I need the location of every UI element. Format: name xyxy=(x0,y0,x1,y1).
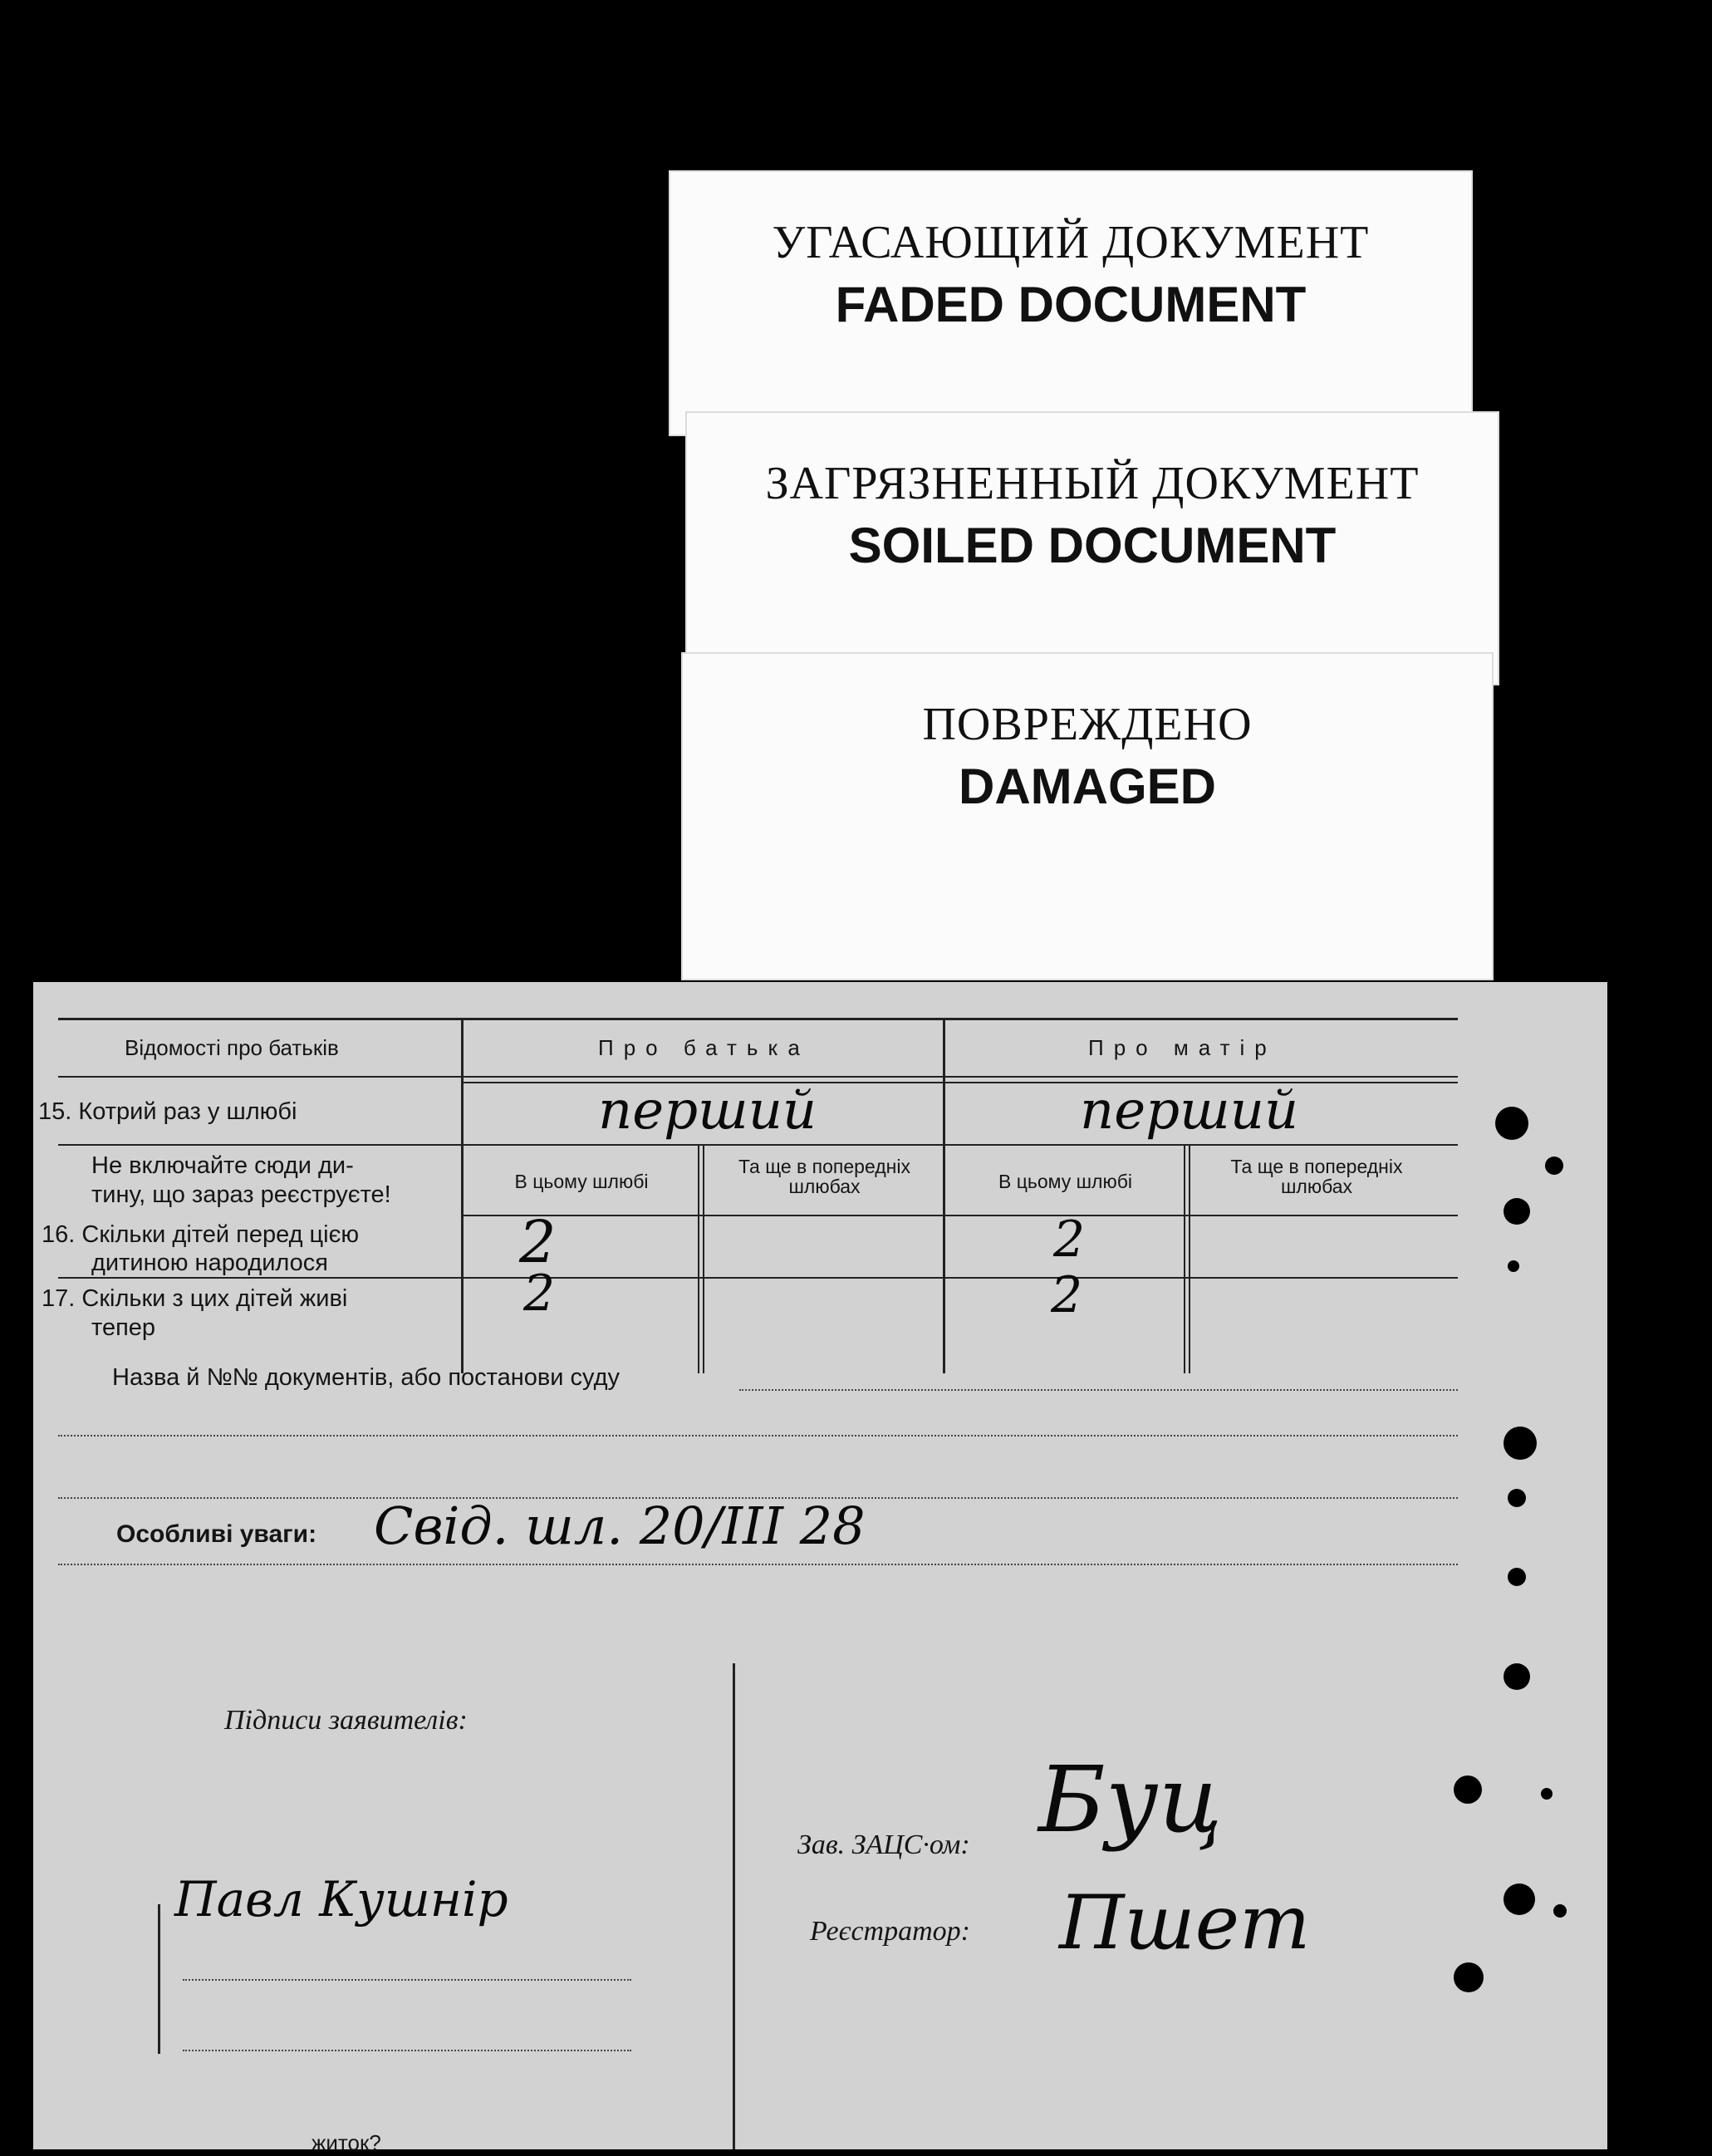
row17-label-line-1: 17. Скільки з цих дітей живі xyxy=(42,1285,348,1312)
hole xyxy=(1504,1883,1535,1915)
notice-russian-text: ЗАГРЯЗНЕННЫЙ ДОКУМЕНТ xyxy=(765,458,1420,509)
applicant-dotted-line-2 xyxy=(183,2050,631,2051)
signatures-divider xyxy=(733,1663,735,2149)
row16-father-value: 2 xyxy=(519,1208,557,1276)
documents-dotted-line xyxy=(739,1389,1458,1391)
father-subcolumn-rule-double xyxy=(703,1144,704,1373)
hole xyxy=(1545,1157,1563,1175)
row17-father-value: 2 xyxy=(523,1265,556,1323)
special-notes-dotted-line xyxy=(58,1564,1458,1565)
mother-subcolumn-rule xyxy=(1184,1144,1185,1373)
applicants-signatures-label: Підписи заявителів: xyxy=(224,1705,468,1736)
row16-label-line-2: дитиною народилося xyxy=(91,1250,329,1276)
head-label: Зав. ЗАЦС·ом: xyxy=(797,1829,970,1860)
hole xyxy=(1541,1788,1553,1800)
father-subcolumn-rule xyxy=(698,1144,699,1373)
notice-russian-text: УГАСАЮЩИЙ ДОКУМЕНТ xyxy=(772,217,1370,268)
hole xyxy=(1508,1568,1526,1586)
row15-father-value: перший xyxy=(598,1080,817,1142)
hole xyxy=(1454,1962,1484,1992)
row16-label-line-1: 16. Скільки дітей перед цією xyxy=(42,1221,360,1248)
note-line-1: Не включайте сюди ди- xyxy=(91,1152,354,1179)
mother-column-rule xyxy=(943,1020,945,1373)
notice-russian-text: ПОВРЕЖДЕНО xyxy=(922,699,1253,750)
row17-mother-value: 2 xyxy=(1051,1266,1083,1324)
hole xyxy=(1508,1260,1519,1272)
damage-holes xyxy=(1479,982,1611,2149)
special-notes-value: Свід. шл. 20/III 28 xyxy=(374,1495,866,1556)
note-line-2: тину, що зараз реєструєте! xyxy=(91,1181,391,1208)
documents-dotted-line-2 xyxy=(58,1435,1458,1437)
applicant-dotted-line-1 xyxy=(183,1979,631,1981)
hole xyxy=(1495,1107,1528,1140)
mother-header: Про матір xyxy=(1088,1035,1277,1060)
registration-form xyxy=(33,982,1607,2155)
father-column-rule xyxy=(461,1020,464,1373)
header-bottom-rule xyxy=(58,1076,1458,1078)
mother-this-marriage-header: В цьому шлюбі xyxy=(998,1171,1133,1192)
mother-previous-marriages-header: Та ще в попередніх шлюбах xyxy=(1230,1156,1403,1197)
hole xyxy=(1553,1904,1567,1918)
subheader-bottom-rule xyxy=(461,1215,1458,1216)
father-previous-marriages-header: Та ще в попередніх шлюбах xyxy=(738,1156,910,1197)
hole xyxy=(1504,1427,1537,1460)
row17-label-line-2: тепер xyxy=(91,1314,156,1341)
row16-bottom-rule xyxy=(58,1277,1458,1279)
registrar-signature: Пшет xyxy=(1059,1879,1311,1967)
row15-bottom-rule xyxy=(58,1144,1458,1146)
footer-fragment: житок? xyxy=(311,2130,381,2155)
head-signature: Буц xyxy=(1038,1746,1223,1853)
hole xyxy=(1508,1489,1526,1507)
notice-english-text: FADED DOCUMENT xyxy=(835,277,1307,332)
hole xyxy=(1504,1198,1530,1225)
father-this-marriage-header: В цьому шлюбі xyxy=(514,1171,649,1192)
row16-mother-value: 2 xyxy=(1053,1211,1086,1269)
soiled-document-notice xyxy=(685,411,1499,685)
father-header: Про батька xyxy=(598,1035,810,1060)
row15-mother-value: перший xyxy=(1080,1080,1299,1142)
applicant-bracket xyxy=(158,1904,160,2054)
hole xyxy=(1454,1775,1482,1804)
damaged-notice xyxy=(681,652,1494,980)
mother-subcolumn-rule-double xyxy=(1189,1144,1190,1373)
applicant-signature: Павл Кушнір xyxy=(174,1871,508,1928)
registrar-label: Реєстратор: xyxy=(810,1916,970,1947)
hole xyxy=(1504,1663,1530,1690)
notice-english-text: SOILED DOCUMENT xyxy=(848,518,1337,573)
special-notes-label: Особливі уваги: xyxy=(116,1520,317,1548)
notice-english-text: DAMAGED xyxy=(959,759,1216,814)
row15-label: 15. Котрий раз у шлюбі xyxy=(38,1098,297,1125)
parents-info-header: Відомості про батьків xyxy=(125,1035,339,1060)
header-top-rule xyxy=(58,1018,1458,1020)
faded-document-notice xyxy=(669,170,1473,436)
documents-label: Назва й №№ документів, або постанови суду xyxy=(112,1364,621,1391)
